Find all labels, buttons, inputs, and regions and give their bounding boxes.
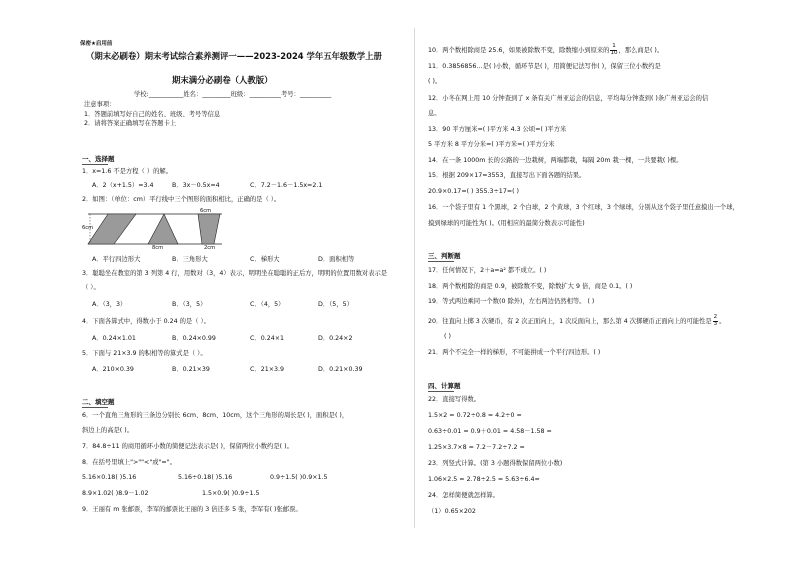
question-16: 16．一个袋子里有 1 个黑球，2 个白球，2 个黄球，3 个红球，3 个绿球，分别从这个袋子里任意摸出一个球， — [428, 204, 739, 211]
section-underline — [82, 164, 108, 165]
q2-option-a: A．平行四边形大 — [92, 256, 141, 263]
q2-option-b: B．三角形大 — [172, 256, 208, 263]
q8-item: 1.5×0.9( )0.9÷1.5 — [202, 490, 260, 497]
question-6-cont: 斜边上的高是( )。 — [82, 427, 133, 434]
q1-option-b: B．3x－0.5x=4 — [172, 182, 220, 189]
triangle-shape — [148, 214, 178, 244]
question-15: 15．根据 209×17=3553，直接写出下面各题的结果。 — [428, 172, 586, 179]
section-judge-title: 三、判断题 — [428, 252, 461, 260]
q1-option-a: A．2（x+1.5）=3.4 — [92, 182, 154, 189]
q5-option-a: A．210×0.39 — [92, 366, 134, 373]
q20-text-b: 。 — [719, 318, 726, 325]
question-1: 1．x=1.6 不是方程（ ）的解。 — [82, 168, 172, 175]
exam-title-line1: （期末必刷卷）期末考试综合素养测评一——2023-2024 学年五年级数学上册 — [86, 51, 382, 61]
q8-item: 5.16÷0.18( )5.16 — [178, 474, 233, 481]
question-22: 22．直接写得数。 — [428, 396, 481, 403]
secret-label: 保密★启用前 — [80, 41, 113, 47]
question-10 — [428, 44, 663, 56]
student-info-line: 学校:___________姓名：_________班级：__________考号：__________ — [134, 91, 332, 98]
q8-item: 0.9÷1.5( )0.9×1.5 — [270, 474, 328, 481]
question-12: 12．小冬在网上用 10 分钟查到了 x 条有关广州亚运会的信息，平均每分钟查到( )条广州亚运会的信 — [428, 95, 709, 102]
calc-row: （1）0.65×202 — [428, 508, 476, 515]
question-3-cont: （ ）。 — [82, 284, 100, 291]
question-2: 2．如图：（单位：cm）平行线中三个图形的面积相比，正确的是（ ）。 — [82, 196, 281, 203]
question-8: 8．在括号里填上">""<"或"="。 — [82, 459, 176, 466]
q3-option-b: B．（3，5） — [172, 301, 207, 308]
question-13: 13．90 平方厘米=( )平方米 4.3 公顷=( )平方米 — [428, 126, 567, 133]
q2-option-c: C．梯形大 — [250, 256, 280, 263]
q4-option-a: A．0.24×1.01 — [92, 335, 136, 342]
question-13-cont: 5 平方米 8 平方分米=( )平方米=( )平方分米 — [428, 141, 555, 148]
q2-option-d: D．面积相等 — [318, 256, 355, 263]
question-15-cont: 20.9×0.17=( ) 355.3÷17=( ) — [428, 188, 520, 195]
right-column — [424, 0, 784, 562]
section-underline — [428, 261, 454, 262]
fig-label-mid: 8cm — [152, 245, 164, 251]
left-column — [74, 0, 404, 562]
question-21: 21．两个不完全一样的梯形，不可能拼成一个平行四边形。( ) — [428, 349, 601, 356]
q3-option-a: A．（3，3） — [92, 301, 127, 308]
q8-item: 8.9×1.02( )8.9－1.02 — [82, 490, 149, 497]
question-5: 5．下面与 21×3.9 的积相等的算式是（ ）。 — [82, 350, 207, 357]
q3-option-d: D．（5，5） — [318, 301, 353, 308]
trapezoid-shape — [198, 214, 220, 244]
question-16-cont: 摸到绿球的可能性为( )。(用相应的最简分数表示可能性) — [428, 220, 585, 227]
q4-option-d: D．0.24×2 — [318, 335, 353, 342]
question-14: 14．在一条 1000m 长的公路的一边栽树，两端都栽，每隔 20m 栽一棵，一共要栽( )棵。 — [428, 157, 683, 164]
q10-fraction — [610, 44, 617, 56]
fraction-numerator: 2 — [713, 314, 718, 320]
q4-option-b: B．0.24×0.99 — [172, 335, 216, 342]
q3-option-c: C．（4，5） — [250, 301, 285, 308]
section-choice-title: 一、选择题 — [82, 155, 115, 163]
calc-row: 1.06×2.5 = 2.78÷2.5 = 5.63÷6.4≈ — [428, 476, 540, 483]
q20-text-a: 20．往直向上掷 3 次硬币，有 2 次正面向上，1 次反面向上，那么第 4 次掷硬币正面向上的可能性是 — [428, 318, 712, 325]
q1-option-c: C．7.2－1.6－1.5x=2.1 — [250, 182, 323, 189]
question-4: 4．下面各算式中，得数小于 0.24 的是（ ）。 — [82, 318, 210, 325]
fig-label-left: 6cm — [82, 225, 94, 231]
calc-row: 0.63÷0.01 = 0.9＋0.01 = 4.58－1.58 = — [428, 428, 552, 435]
q5-option-c: C．21×3.9 — [250, 366, 284, 373]
parallelogram-shape — [88, 214, 136, 244]
question-20 — [428, 315, 725, 327]
question-7: 7．84.8÷11 的商用循环小数的简便记法表示是( )，保留两位小数约是( )。 — [82, 443, 293, 450]
calc-row: 1.5×2 = 0.72÷0.8 = 4.2÷0 = — [428, 412, 522, 419]
fraction-denominator: 10 — [610, 49, 618, 56]
section-underline — [82, 407, 108, 408]
question-3: 3．聪聪坐在教室的第 3 列第 4 行，用数对（3，4）表示，明明坐在聪聪的正后方，明明的位置用数对表示是 — [82, 270, 388, 277]
question-12-cont: 息。 — [428, 110, 441, 117]
question-19: 19．等式两边乘同一个数(0 除外)，左右两边仍然相等。 ( ) — [428, 298, 595, 305]
note-item: 1．答题前填写好自己的姓名、班级、考号等信息 — [84, 111, 221, 118]
question-11: 11．0.3856856…是( )小数，循环节是( )，用简便记法写作( )，保留三位小数约是 — [428, 63, 661, 70]
question-18: 18．两个数相除的商是 0.9，被除数不变，除数扩大 9 倍，商是 0.1。( ) — [428, 283, 633, 290]
q10-text-b: ，那么商是( )。 — [618, 47, 664, 54]
question-17: 17．任何情况下，2＋a=a² 都不成立。( ) — [428, 267, 547, 274]
fraction-denominator: 3 — [713, 320, 718, 327]
question-20-cont: ( ) — [444, 333, 451, 340]
q4-option-c: C．0.24×1 — [250, 335, 284, 342]
section-underline — [428, 391, 454, 392]
exam-title-line2: 期末满分必刷卷（人教版） — [172, 75, 273, 85]
question-11-cont: ( )。 — [428, 78, 442, 85]
section-calc-title: 四、计算题 — [428, 382, 461, 390]
question-6: 6．一个直角三角形的三条边分别长 6cm、8cm、10cm，这个三角形的周长是( )，面积是( )， — [82, 412, 349, 419]
question-24: 24．怎样简便就怎样算。 — [428, 492, 499, 499]
fraction-numerator: 1 — [612, 43, 616, 49]
q10-text-a: 10．两个数相除商是 25.6，如果被除数不变，除数缩小到原来的 — [428, 47, 610, 54]
note-item: 2．请将答案正确填写在答题卡上 — [84, 120, 177, 127]
column-divider — [414, 28, 415, 528]
q5-option-d: D．0.21×0.39 — [318, 366, 363, 373]
notes-title: 注意事项： — [84, 101, 116, 108]
question-23: 23．列竖式计算。(第 3 小题得数保留两位小数) — [428, 460, 563, 467]
question-9: 9．王丽有 m 张邮票，李军的邮票比王丽的 3 倍还多 5 张，李军有( )张邮票。 — [82, 506, 302, 513]
section-fill-title: 二、填空题 — [82, 398, 115, 406]
fig-label-top: 6cm — [200, 208, 212, 214]
calc-row: 1.25×3.7×8 = 7.2－7.2÷7.2 = — [428, 444, 525, 451]
fig-label-right: 2cm — [204, 245, 216, 251]
q8-item: 5.16×0.18( )5.16 — [82, 474, 137, 481]
q20-fraction — [713, 315, 719, 327]
q5-option-b: B．0.21×39 — [172, 366, 210, 373]
